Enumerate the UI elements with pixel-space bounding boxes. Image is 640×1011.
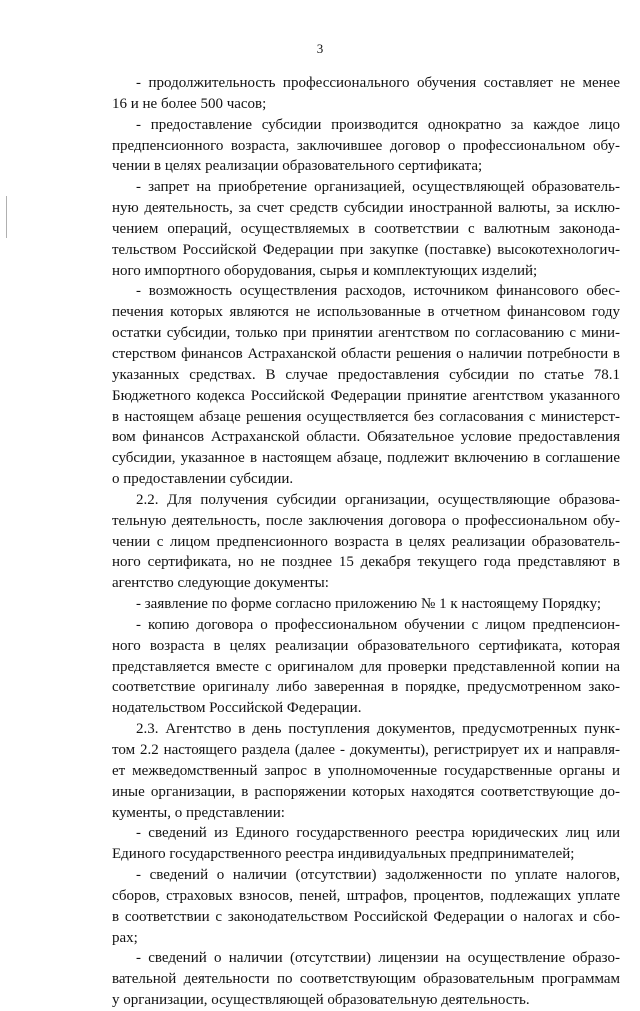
text-line: 2.2. Для получения субсидии организации, осуществляющие образова-: [136, 491, 620, 508]
text-line: вом финансов Астраханской области. Обязательное условие предоставления: [112, 429, 620, 446]
text-line: чении с лицом предпенсионного возраста в целях реализации образователь-: [112, 533, 620, 550]
text-line: ную деятельность, за счет средств субсидии иностранной валюты, за исклю-: [112, 200, 620, 217]
text-line: представляется вместе с оригиналом для проверки представленной копии на: [112, 658, 620, 675]
text-line: о предоставлении субсидии.: [112, 471, 294, 488]
text-line: 16 и не более 500 часов;: [112, 95, 267, 112]
text-line: ного сертификата, но не позднее 15 декабря текущего года представляют в: [112, 554, 620, 571]
text-line: нодательством Российской Федерации.: [112, 700, 362, 717]
text-line: иные организации, в распоряжении которых находятся соответствующие до-: [112, 783, 620, 800]
text-line: предпенсионного возраста, заключившее договор о профессиональном обу-: [112, 137, 620, 154]
text-line: у организации, осуществляющей образовательную деятельность.: [112, 992, 530, 1009]
text-line: остатки субсидии, только при принятии агентством по согласованию с мини-: [112, 325, 620, 342]
text-line: чении в целях реализации образовательного сертификата;: [112, 158, 483, 175]
text-line: - предоставление субсидии производится однократно за каждое лицо: [136, 116, 620, 133]
text-line: - сведений о наличии (отсутствии) задолженности по уплате налогов,: [136, 867, 620, 884]
text-line: тельством Российской Федерации при закупке (поставке) высокотехнологич-: [112, 241, 620, 258]
text-line: - сведений из Единого государственного реестра юридических лиц или: [136, 825, 620, 842]
text-line: ного возраста в целях реализации образовательного сертификата, которая: [112, 637, 620, 654]
text-line: соответствие оригиналу либо заверенная в порядке, предусмотренном зако-: [112, 679, 620, 696]
text-line: - сведений о наличии (отсутствии) лицензии на осуществление образо-: [136, 950, 620, 967]
text-line: - запрет на приобретение организацией, осуществляющей образователь-: [136, 179, 620, 196]
text-line: агентство следующие документы:: [112, 575, 329, 592]
text-line: указанных средствах. В случае предоставления субсидии по статье 78.1: [112, 366, 620, 383]
text-line: Единого государственного реестра индивидуальных предпринимателей;: [112, 846, 575, 863]
text-line: печения которых являются не использованные в отчетном финансовом году: [112, 304, 620, 321]
page-number: 3: [316, 41, 324, 56]
text-line: ет межведомственный запрос в уполномоченные государственные органы и: [112, 762, 620, 779]
document-body: [112, 73, 620, 1011]
text-line: в соответствии с законодательством Российской Федерации о налогах и сбо-: [112, 908, 620, 925]
text-line: - заявление по форме согласно приложению № 1 к настоящему Порядку;: [136, 596, 602, 613]
text-line: Бюджетного кодекса Российской Федерации принятие агентством указанного: [112, 387, 620, 404]
margin-mark: [6, 196, 7, 238]
text-line: ного импортного оборудования, сырья и комплектующих изделий;: [112, 262, 538, 279]
text-line: - копию договора о профессиональном обучении с лицом предпенсион-: [136, 616, 620, 633]
text-line: том 2.2 настоящего раздела (далее - документы), регистрирует их и направля-: [112, 742, 620, 758]
text-line: рах;: [112, 929, 138, 946]
text-line: сборов, страховых взносов, пеней, штрафов, процентов, подлежащих уплате: [112, 887, 620, 904]
text-line: стерством финансов Астраханской области решения о наличии потребности в: [112, 345, 620, 362]
text-line: - продолжительность профессионального обучения составляет не менее: [136, 75, 620, 91]
text-line: 2.3. Агентство в день поступления документов, предусмотренных пунк-: [136, 721, 620, 738]
text-line: субсидии, указанное в настоящем абзаце, подлежит включению в соглашение: [112, 450, 620, 467]
text-line: кументы, о представлении:: [112, 804, 285, 821]
text-line: тельную деятельность, после заключения договора о профессиональном обу-: [112, 512, 620, 529]
text-line: - возможность осуществления расходов, источником финансового обес-: [136, 283, 620, 300]
text-line: чением операций, осуществляемых в соответствии с валютным законода-: [112, 220, 620, 237]
text-line: вательной деятельности по соответствующим образовательным программам: [112, 971, 620, 988]
text-line: в настоящем абзаце решения осуществляется без согласования с министерст-: [112, 408, 620, 425]
